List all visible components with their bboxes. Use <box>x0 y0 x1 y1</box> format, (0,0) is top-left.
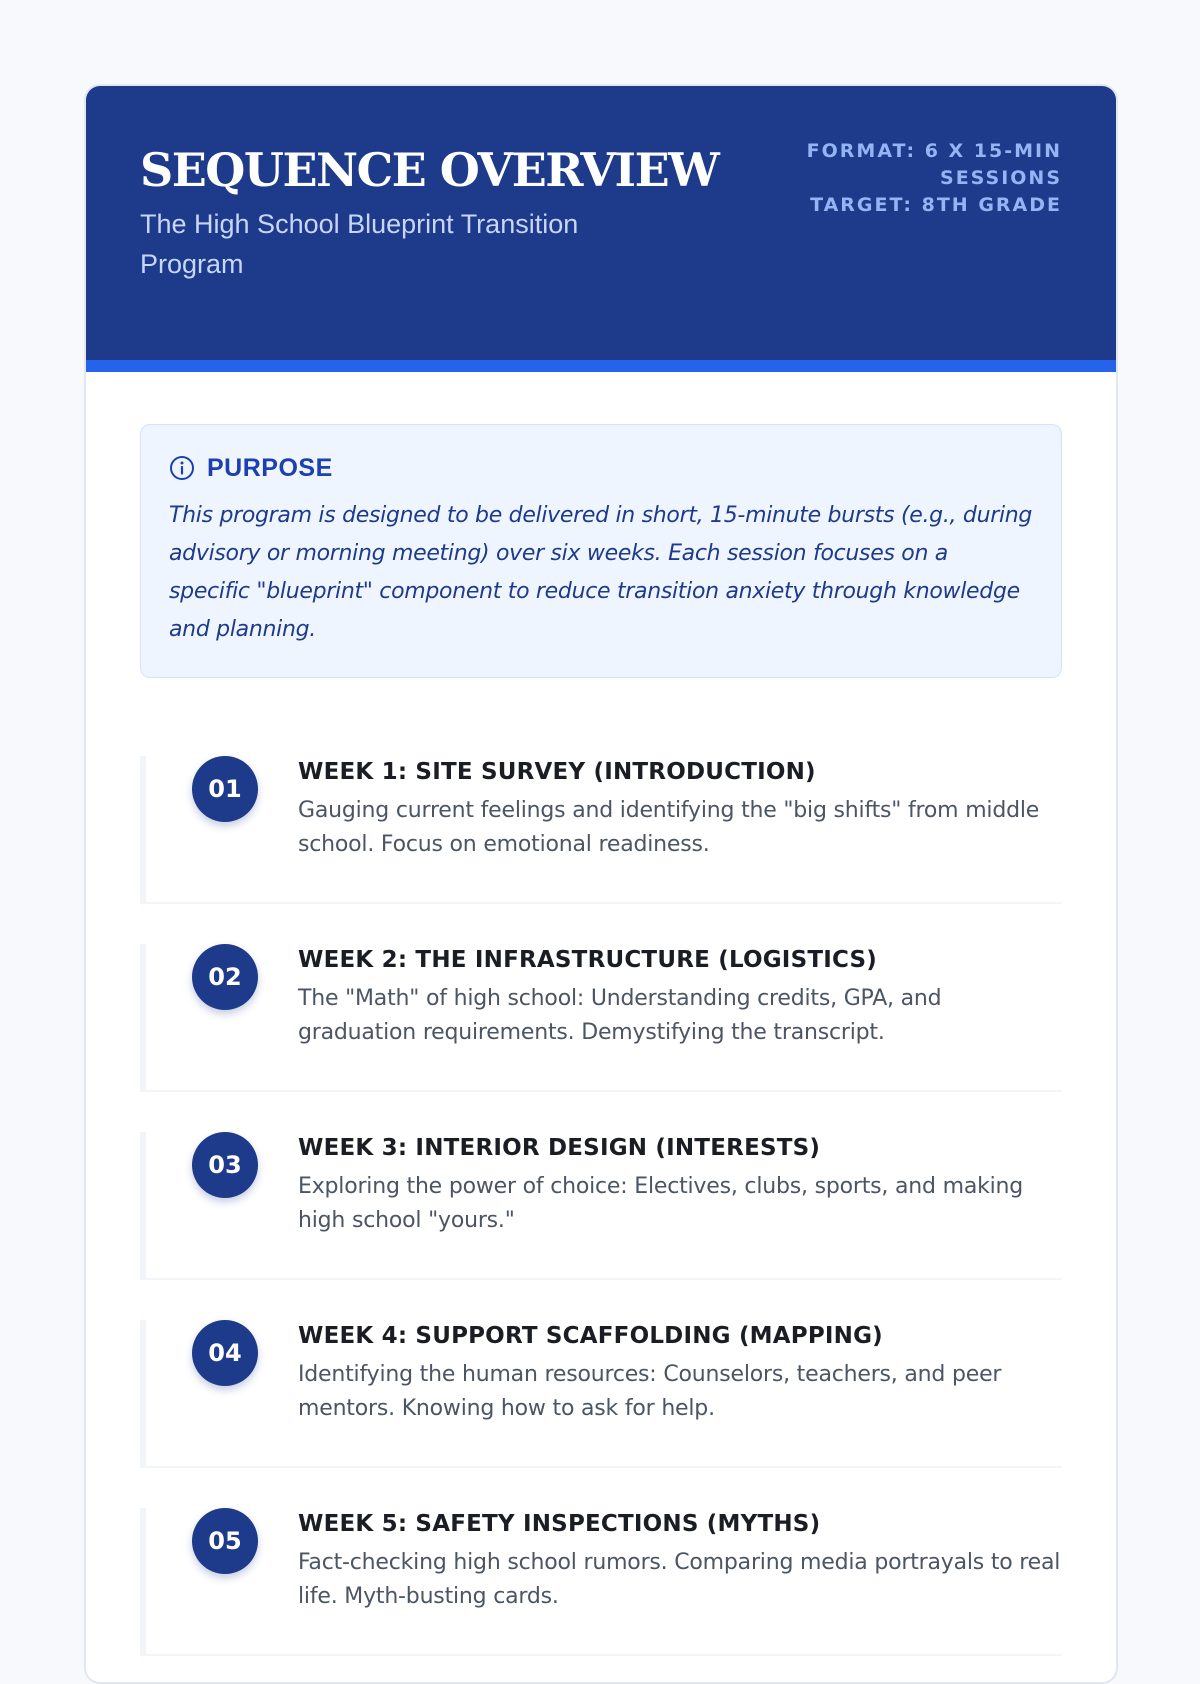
meta-target: TARGET: 8TH GRADE <box>810 194 1062 216</box>
week-list <box>140 756 1062 1656</box>
info-icon <box>169 455 195 481</box>
page-title: SEQUENCE OVERVIEW <box>140 143 719 197</box>
header-banner <box>86 86 1116 372</box>
week-description: Gauging current feelings and identifying the "big shifts" from middle school. Focus on emotional readiness. <box>298 798 1040 857</box>
week-body <box>298 1508 1062 1614</box>
week-description: Exploring the power of choice: Electives, clubs, sports, and making high school "yours." <box>298 1174 1024 1233</box>
week-description: Identifying the human resources: Counselors, teachers, and peer mentors. Knowing how to ask for help. <box>298 1362 1002 1421</box>
week-number-badge: 01 <box>192 756 258 822</box>
week-item <box>140 1320 1062 1468</box>
week-body <box>298 1132 1062 1238</box>
sequence-overview-card <box>84 84 1118 1684</box>
week-number-badge: 05 <box>192 1508 258 1574</box>
week-number-badge: 04 <box>192 1320 258 1386</box>
meta-format: FORMAT: 6 X 15-MIN SESSIONS <box>806 140 1062 189</box>
week-body <box>298 756 1062 862</box>
week-item <box>140 756 1062 904</box>
purpose-header <box>169 453 1033 483</box>
week-number-badge: 02 <box>192 944 258 1010</box>
week-title: WEEK 2: THE INFRASTRUCTURE (LOGISTICS) <box>298 947 877 973</box>
week-body <box>298 944 1062 1050</box>
purpose-label: PURPOSE <box>207 453 333 482</box>
week-item <box>140 944 1062 1092</box>
session-meta <box>802 138 1062 219</box>
week-title: WEEK 4: SUPPORT SCAFFOLDING (MAPPING) <box>298 1323 883 1349</box>
week-item <box>140 1132 1062 1280</box>
week-title: WEEK 5: SAFETY INSPECTIONS (MYTHS) <box>298 1511 821 1537</box>
week-title: WEEK 3: INTERIOR DESIGN (INTERESTS) <box>298 1135 821 1161</box>
week-title: WEEK 1: SITE SURVEY (INTRODUCTION) <box>298 759 816 785</box>
week-item <box>140 1508 1062 1656</box>
week-number-badge: 03 <box>192 1132 258 1198</box>
purpose-box <box>140 424 1062 678</box>
page-subtitle: The High School Blueprint Transition Program <box>140 209 579 279</box>
week-description: The "Math" of high school: Understanding credits, GPA, and graduation requirements. Demystifying the transcript. <box>298 986 942 1045</box>
week-description: Fact-checking high school rumors. Comparing media portrayals to real life. Myth-busting cards. <box>298 1550 1061 1609</box>
week-body <box>298 1320 1062 1426</box>
purpose-text: This program is designed to be delivered in short, 15-minute bursts (e.g., during advisory or morning meeting) over six weeks. Each session focuses on a specific "blueprint" component to reduce transition anxiety through knowledge and planning. <box>169 503 1033 642</box>
